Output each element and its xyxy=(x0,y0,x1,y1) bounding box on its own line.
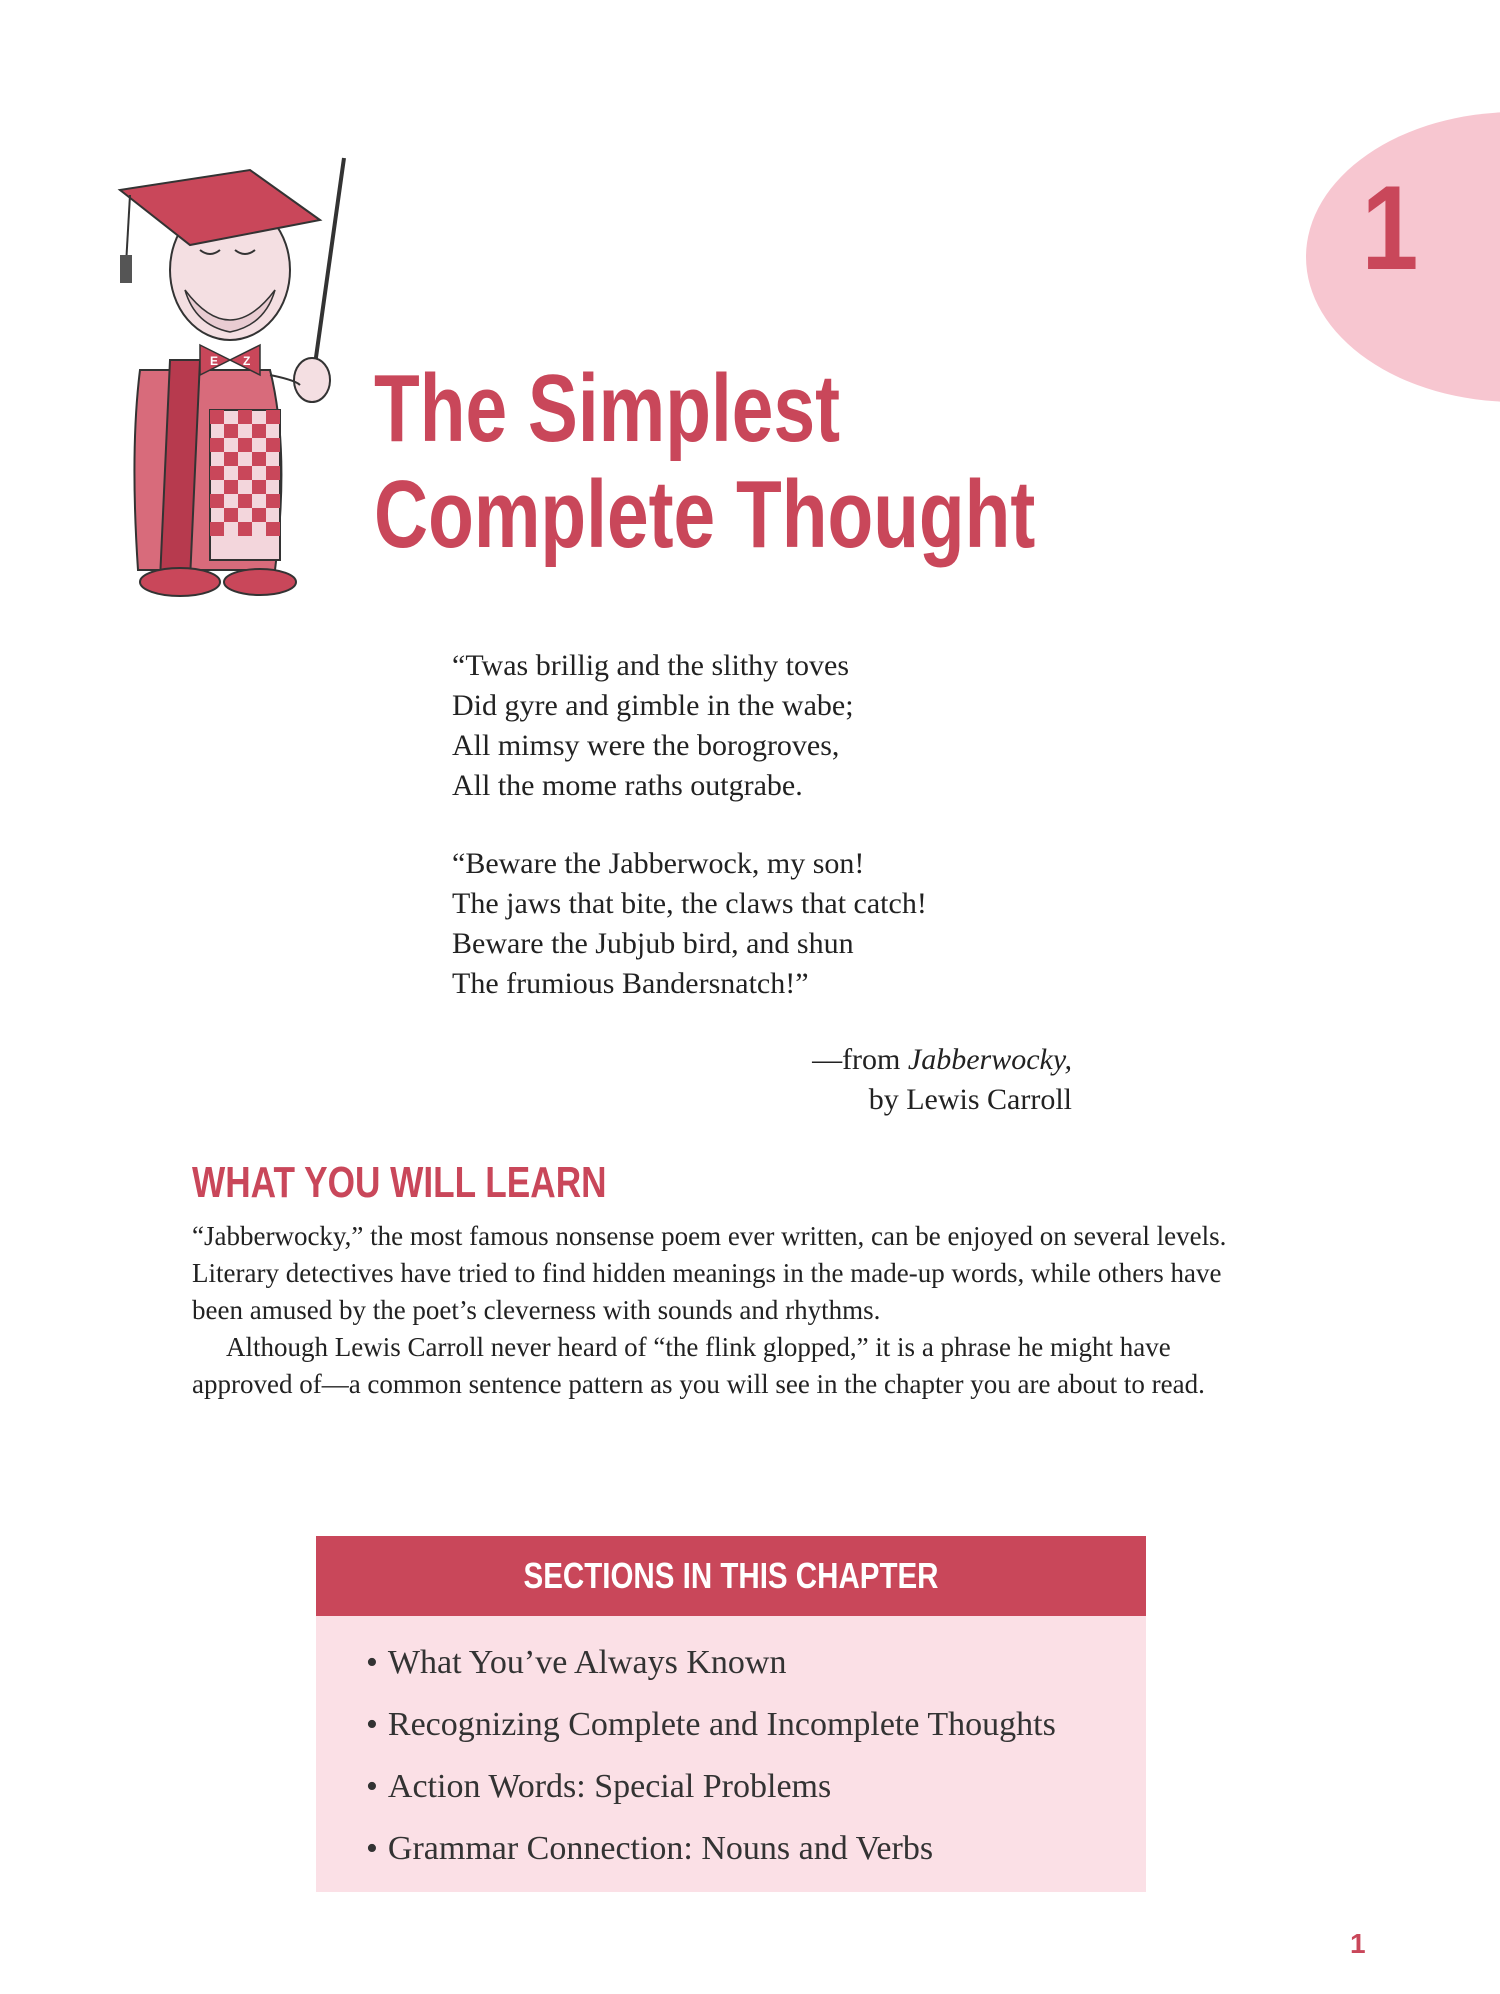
sections-header xyxy=(316,1536,1146,1616)
attribution-prefix: —from xyxy=(812,1043,908,1076)
professor-mascot-illustration xyxy=(100,150,380,610)
bullet-icon: • xyxy=(366,1830,378,1867)
what-you-will-learn-heading: WHAT YOU WILL LEARN xyxy=(192,1158,607,1207)
page-number: 1 xyxy=(1350,1928,1366,1959)
learn-paragraph-2: Although Lewis Carroll never heard of “the flink glopped,” it is a phrase he might have approved of—a common sentence pattern as you will see in the chapter you are about to read. xyxy=(192,1332,1205,1399)
attribution-work: Jabberwocky, xyxy=(907,1043,1072,1076)
poem-line: The jaws that bite, the claws that catch! xyxy=(452,887,927,920)
tie-letter-right: Z xyxy=(243,354,251,368)
poem-excerpt xyxy=(452,646,1112,1042)
chapter-number: 1 xyxy=(1361,161,1419,295)
poem-stanza-1 xyxy=(452,646,1112,806)
section-item xyxy=(366,1818,1146,1880)
poem-line: The frumious Bandersnatch!” xyxy=(452,967,809,1000)
what-you-will-learn-body xyxy=(192,1218,1252,1403)
bullet-icon: • xyxy=(366,1644,378,1681)
section-item-label: Action Words: Special Problems xyxy=(387,1768,832,1805)
chapter-title-line1: The Simplest xyxy=(374,355,841,462)
poem-line: “Twas brillig and the slithy toves xyxy=(452,649,850,682)
learn-paragraph-1: “Jabberwocky,” the most famous nonsense poem ever written, can be enjoyed on several levels. Literary detectives have tried to find hidden meanings in the made-up words, while others have been amused by the poet’s cleverness with sounds and rhythms. xyxy=(192,1221,1227,1325)
attribution-author: by Lewis Carroll xyxy=(868,1083,1072,1116)
section-item xyxy=(366,1756,1146,1818)
sections-in-chapter-box xyxy=(316,1536,1146,1892)
section-item xyxy=(366,1694,1146,1756)
poem-attribution xyxy=(772,1040,1072,1120)
section-item-label: What You’ve Always Known xyxy=(387,1644,787,1681)
poem-line: “Beware the Jabberwock, my son! xyxy=(452,847,865,880)
poem-line: All mimsy were the borogroves, xyxy=(452,729,840,762)
tie-letter-left: E xyxy=(210,354,219,368)
poem-line: Beware the Jubjub bird, and shun xyxy=(452,927,854,960)
attribution-work-line xyxy=(772,1040,1072,1080)
bullet-icon: • xyxy=(366,1706,378,1743)
chapter-title xyxy=(374,356,1035,568)
poem-line: Did gyre and gimble in the wabe; xyxy=(452,689,854,722)
section-item-label: Recognizing Complete and Incomplete Thoughts xyxy=(387,1706,1056,1743)
sections-list xyxy=(316,1616,1146,1880)
poem-line: All the mome raths outgrabe. xyxy=(452,769,803,802)
bullet-icon: • xyxy=(366,1768,378,1805)
chapter-title-line2: Complete Thought xyxy=(374,461,1036,568)
sections-title: SECTIONS IN THIS CHAPTER xyxy=(523,1555,939,1596)
section-item-label: Grammar Connection: Nouns and Verbs xyxy=(387,1830,934,1867)
section-item xyxy=(366,1632,1146,1694)
poem-stanza-2 xyxy=(452,844,1112,1004)
